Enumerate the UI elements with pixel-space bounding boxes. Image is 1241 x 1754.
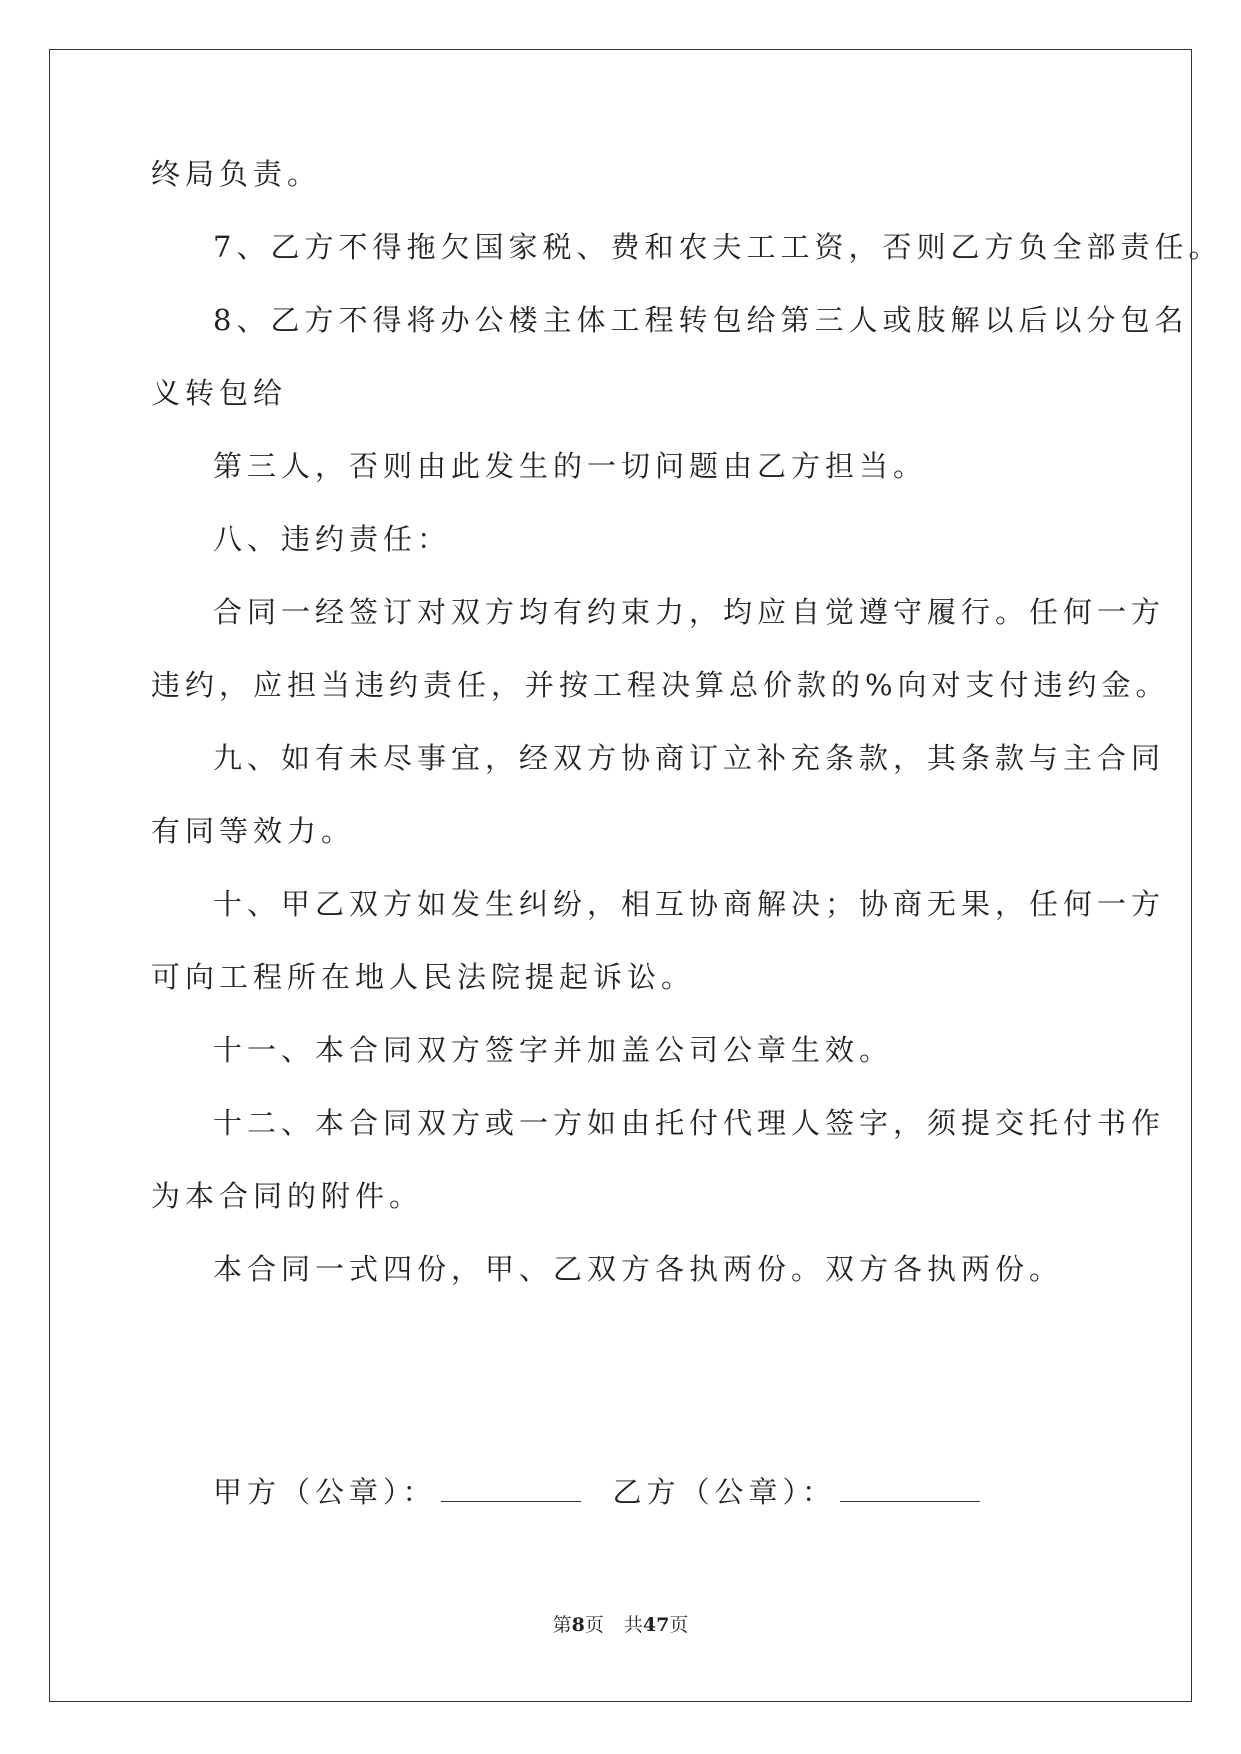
text-line-7: 合同一经签订对双方均有约束力，均应自觉遵守履行。任何一方 <box>213 595 1166 629</box>
text-line-4: 义转包给 <box>151 376 288 410</box>
footer-total-suffix: 页 <box>669 1614 689 1636</box>
section-heading-breach: 八、违约责任： <box>213 522 452 556</box>
page-footer <box>0 1612 1241 1638</box>
text-line-11: 十、甲乙双方如发生纠纷，相互协商解决；协商无果，任何一方 <box>213 887 1166 921</box>
party-b-label: 乙方（公章）： <box>612 1475 837 1509</box>
text-line-1: 终局负责。 <box>151 157 322 191</box>
footer-page-suffix: 页 <box>584 1614 604 1636</box>
footer-prefix: 第 <box>552 1614 572 1636</box>
text-line-5: 第三人，否则由此发生的一切问题由乙方担当。 <box>213 449 928 483</box>
text-line-14: 十二、本合同双方或一方如由托付代理人签字，须提交托付书作 <box>213 1106 1166 1140</box>
signature-row <box>213 1472 980 1512</box>
text-line-15: 为本合同的附件。 <box>151 1179 424 1213</box>
total-page-count: 47 <box>642 1614 670 1636</box>
text-line-9: 九、如有未尽事宜，经双方协商订立补充条款，其条款与主合同 <box>213 741 1166 775</box>
text-line-16: 本合同一式四份，甲、乙双方各执两份。双方各执两份。 <box>213 1252 1064 1286</box>
text-line-2: 7、乙方不得拖欠国家税、费和农夫工工资，否则乙方负全部责任。 <box>213 230 1223 264</box>
party-a-label: 甲方（公章）： <box>213 1475 437 1509</box>
party-a-signature-blank <box>441 1475 581 1502</box>
current-page-number: 8 <box>571 1614 585 1636</box>
text-line-8: 违约，应担当违约责任，并按工程决算总价款的%向对支付违约金。 <box>151 668 1170 702</box>
footer-total-prefix: 共 <box>623 1614 643 1636</box>
text-line-3: 8、乙方不得将办公楼主体工程转包给第三人或肢解以后以分包名 <box>213 303 1189 337</box>
page-border <box>49 49 1192 1702</box>
text-line-13: 十一、本合同双方签字并加盖公司公章生效。 <box>213 1033 894 1067</box>
party-b-signature-blank <box>840 1475 980 1502</box>
text-line-12: 可向工程所在地人民法院提起诉讼。 <box>151 960 696 994</box>
text-line-10: 有同等效力。 <box>151 814 356 848</box>
